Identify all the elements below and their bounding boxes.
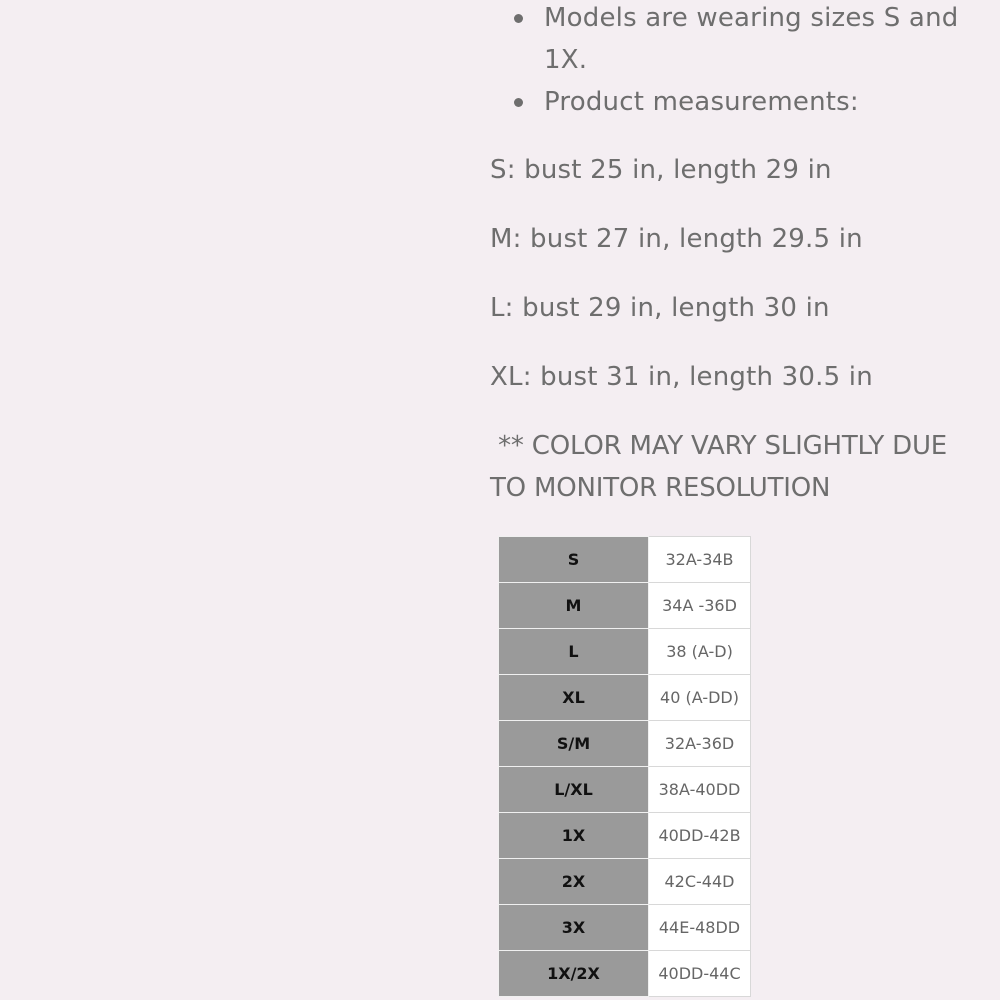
measurement-l: L: bust 29 in, length 30 in [490, 293, 830, 323]
size-cell: 3X [499, 905, 649, 951]
table-row [499, 767, 751, 813]
color-disclaimer: ** COLOR MAY VARY SLIGHTLY DUE TO MONITOR RESOLUTION [490, 431, 956, 503]
size-chart-table [498, 536, 751, 997]
bra-size-cell: 32A-36D [649, 721, 751, 767]
table-row [499, 905, 751, 951]
details-list [490, 0, 970, 123]
size-cell: 1X/2X [499, 951, 649, 997]
size-cell: 1X [499, 813, 649, 859]
size-cell: L/XL [499, 767, 649, 813]
table-row [499, 859, 751, 905]
bra-size-cell: 38A-40DD [649, 767, 751, 813]
bra-size-cell: 32A-34B [649, 537, 751, 583]
measurement-m: M: bust 27 in, length 29.5 in [490, 224, 863, 254]
measurement-s: S: bust 25 in, length 29 in [490, 155, 832, 185]
list-item-measurements [490, 81, 970, 123]
size-cell: M [499, 583, 649, 629]
table-row [499, 721, 751, 767]
models-sizes-text: Models are wearing sizes S and 1X. [544, 3, 959, 75]
bra-size-cell: 40 (A-DD) [649, 675, 751, 721]
size-cell: L [499, 629, 649, 675]
table-row [499, 675, 751, 721]
table-row [499, 537, 751, 583]
bullet-icon [514, 14, 523, 23]
size-cell: 2X [499, 859, 649, 905]
bullet-icon [514, 98, 523, 107]
bra-size-cell: 38 (A-D) [649, 629, 751, 675]
measurement-xl: XL: bust 31 in, length 30.5 in [490, 362, 873, 392]
table-row [499, 583, 751, 629]
bra-size-cell: 42C-44D [649, 859, 751, 905]
table-row [499, 813, 751, 859]
bra-size-cell: 44E-48DD [649, 905, 751, 951]
table-row [499, 951, 751, 997]
product-measurements-heading: Product measurements: [544, 87, 859, 117]
size-cell: S/M [499, 721, 649, 767]
size-cell: XL [499, 675, 649, 721]
bra-size-cell: 34A -36D [649, 583, 751, 629]
table-row [499, 629, 751, 675]
bra-size-cell: 40DD-42B [649, 813, 751, 859]
list-item-models [490, 0, 970, 81]
size-cell: S [499, 537, 649, 583]
bra-size-cell: 40DD-44C [649, 951, 751, 997]
